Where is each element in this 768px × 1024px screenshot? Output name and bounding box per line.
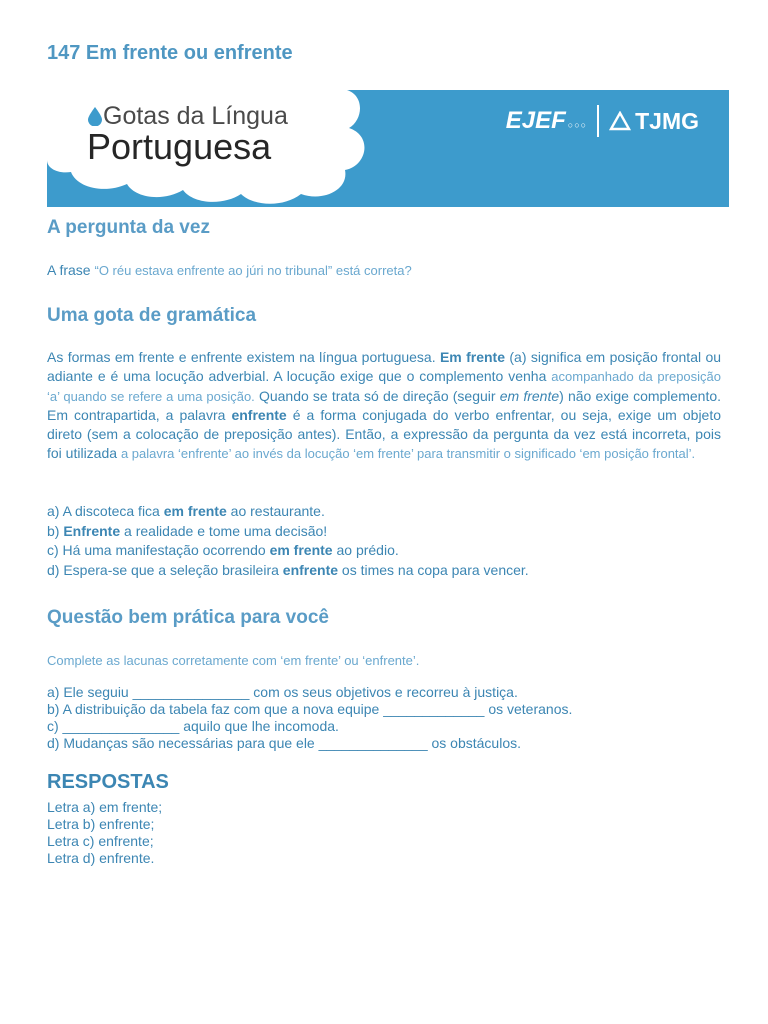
list-item: Letra c) enfrente; xyxy=(47,833,154,849)
list-item: c) _______________ aquilo que lhe incomoda. xyxy=(47,718,339,734)
list-item: Letra b) enfrente; xyxy=(47,816,155,832)
list-item: d) Espera-se que a seleção brasileira enfrente os times na copa para vencer. xyxy=(47,561,529,578)
brand-line2: Portuguesa xyxy=(87,126,272,167)
section-heading-gramatica: Uma gota de gramática xyxy=(47,305,257,326)
ejef-logo: EJEF ○○○ xyxy=(505,107,588,134)
page-title: 147 Em frente ou enfrente xyxy=(47,42,293,64)
grammar-paragraph: As formas em frente e enfrente existem na língua portuguesa. Em frente (a) significa em posição frontal ou adiante e é uma locução adverbial. A locução exige que o complemento venha acompanhado da preposição ‘a’ quando se refere a uma posição. Quando se trata só de direção (seguir em frente) não exige complemento. Em contrapartida, a palavra enfrente é a forma conjugada do verbo enfrentar, ou seja, exige um objeto direto (sem a colocação de preposição antes). Então, a expressão da pergunta da vez está incorreta, pois foi utilizada a palavra ‘enfrente’ ao invés da locução ‘em frente’ para transmitir o significado ‘em posição frontal’. xyxy=(47,349,722,462)
question-text: A frase “O réu estava enfrente ao júri no tribunal” está correta? xyxy=(47,262,412,278)
triangle-icon xyxy=(609,111,631,131)
list-item: b) Enfrente a realidade e tome uma decisão! xyxy=(47,522,328,539)
tjmg-logo: TJMG xyxy=(609,108,699,135)
section-heading-pergunta: A pergunta da vez xyxy=(47,217,210,238)
section-heading-respostas: RESPOSTAS xyxy=(47,771,169,793)
list-item: b) A distribuição da tabela faz com que a nova equipe _____________ os veteranos. xyxy=(47,701,573,717)
exercise-instruction: Complete as lacunas corretamente com ‘em frente’ ou ‘enfrente’. xyxy=(47,653,420,668)
logo-divider xyxy=(597,105,599,137)
list-item: Letra a) em frente; xyxy=(47,799,163,815)
examples-list xyxy=(47,502,529,580)
list-item: d) Mudanças são necessárias para que ele ______________ os obstáculos. xyxy=(47,735,521,751)
brand-line1: Gotas da Língua xyxy=(87,102,288,131)
list-item: a) Ele seguiu _______________ com os seus objetivos e recorreu à justiça. xyxy=(47,684,518,700)
list-item: c) Há uma manifestação ocorrendo em frente ao prédio. xyxy=(47,542,399,558)
partner-logos xyxy=(506,106,699,136)
section-heading-questao: Questão bem prática para você xyxy=(47,607,329,628)
answers-list xyxy=(47,799,162,867)
header-banner xyxy=(47,90,729,207)
exercise-list xyxy=(47,684,572,752)
water-drop-icon xyxy=(87,104,103,124)
list-item: a) A discoteca fica em frente ao restaurante. xyxy=(47,503,325,519)
list-item: Letra d) enfrente. xyxy=(47,850,155,866)
